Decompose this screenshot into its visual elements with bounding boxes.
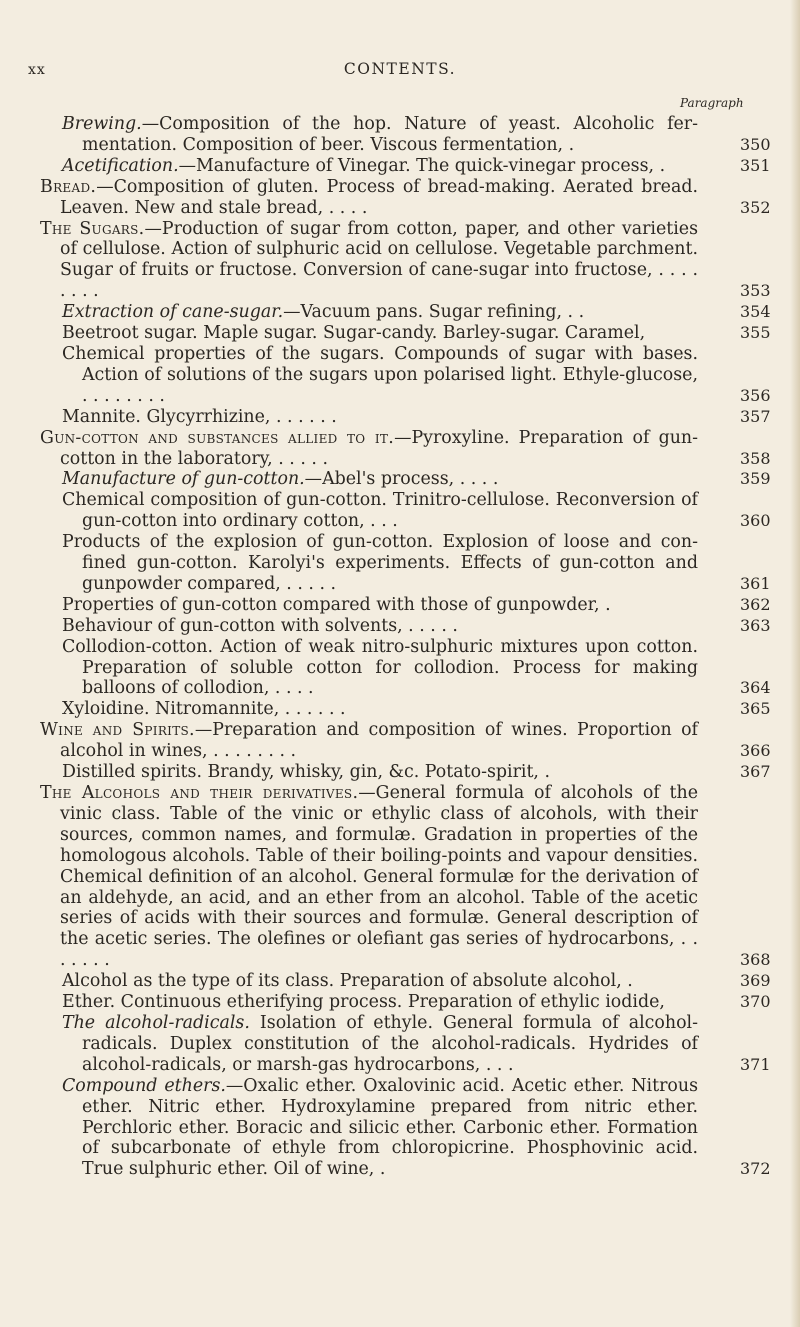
contents-entry (0, 532, 800, 595)
paragraph-number: 356 (740, 385, 771, 405)
entry-text: Behaviour of gun-cotton with solvents, (62, 615, 403, 636)
paragraph-number: 351 (740, 155, 771, 175)
entry-text: —Composition of gluten. Process of bread-making. Aerated bread. Leaven. New and stale bread, (60, 176, 698, 218)
paragraph-number: 368 (740, 950, 771, 970)
dot-leader: . . . . (269, 678, 314, 699)
dot-leader: . (621, 971, 633, 992)
entry-text: Alcohol as the type of its class. Preparation of absolute alcohol, (62, 971, 622, 992)
contents-list (0, 114, 800, 1180)
contents-entry (0, 971, 800, 992)
contents-entry (0, 323, 800, 344)
entry-heading: Gun-cotton and substances allied to it. (40, 427, 395, 448)
entry-text: —Composition of the hop. Nature of yeast. Alcoholic fermentation. Composition of beer. Viscous fermentation, (82, 114, 698, 155)
entry-text: —General formula of alcohols of the vinic class. Table of the vinic or ethylic class of alcohols, with their sources, common names, and formulæ. Gradation in properties of the homologous alcohols. Table of their boiling-points and vapour densities. Chemical definition of an alcohol. General formulæ for the derivation of an aldehyde, an acid, and an ether from an alcohol. Table of the acetic series of acids with their sources and formulæ. General description of the acetic series. The olefines or olefiant gas series of hydrocarbons, (60, 783, 698, 950)
paragraph-number: 369 (740, 971, 771, 991)
contents-entry (0, 637, 800, 700)
contents-entry (0, 114, 800, 156)
paragraph-number: 366 (740, 741, 771, 761)
dot-leader: . . . . (454, 469, 499, 490)
contents-entry (0, 699, 800, 720)
contents-entry (0, 783, 800, 971)
dot-leader: . (538, 762, 551, 783)
entry-text: Chemical composition of gun-cotton. Trinitro-cellulose. Reconversion of gun-cotton into ordinary cotton, (62, 490, 698, 532)
dot-leader: . . . . . (402, 615, 458, 636)
paragraph-number: 372 (740, 1159, 771, 1179)
entry-heading: Brewing. (62, 114, 142, 134)
entry-text: Distilled spirits. Brandy, whisky, gin, &c. Potato-spirit, (62, 762, 539, 783)
dot-leader: . (374, 1159, 386, 1180)
contents-entry (0, 490, 800, 532)
entry-text: —Vacuum pans. Sugar refining, (283, 302, 562, 323)
entry-text: —Pyroxyline. Preparation of gun-cotton in the laboratory, (60, 427, 698, 469)
paragraph-number: 359 (740, 469, 771, 489)
dot-leader: . . . (480, 1054, 514, 1075)
entry-heading: Compound ethers. (62, 1075, 226, 1096)
dot-leader: . (599, 594, 611, 615)
entry-text: —Preparation and composition of wines. Proportion of alcohol in wines, (60, 720, 698, 762)
dot-leader: . . . . . . (279, 699, 346, 720)
entry-text: Products of the explosion of gun-cotton. Explosion of loose and confined gun-cotton. Karolyi's experiments. Effects of gun-cotton and gunpowder compared, (62, 532, 698, 594)
entry-text: Chemical properties of the sugars. Compounds of sugar with bases. Action of solutions of the sugars upon polarised light. Ethyle-glucose, (62, 343, 698, 385)
contents-entry (0, 219, 800, 303)
contents-entry (0, 616, 800, 637)
entry-heading: The Sugars. (40, 218, 145, 239)
dot-leader: . (654, 155, 666, 176)
paragraph-number: 358 (740, 448, 771, 468)
dot-leader: . . . . . . . . (82, 385, 165, 406)
paragraph-number: 350 (740, 134, 771, 154)
dot-leader: . . . . . (280, 573, 337, 594)
entry-text: —Abel's process, (304, 469, 455, 490)
contents-entry (0, 1013, 800, 1076)
contents-entry (0, 407, 800, 428)
contents-entry (0, 720, 800, 762)
entry-heading: Acetification. (62, 155, 179, 176)
entry-heading: Wine and Spirits. (40, 720, 195, 741)
page-title: CONTENTS. (343, 60, 457, 78)
paragraph-number: 355 (740, 323, 771, 343)
entry-text: —Oxalic ether. Oxalovinic acid. Acetic ether. Nitrous ether. Nitric ether. Hydroxylamine prepared from nitric ether. Perchloric ether. Boracic and silicic ether. Carbonic ether. Formation of subcarbonate of ethyle from chloropicrine. Phosphovinic acid. True sulphuric ether. Oil of wine, (82, 1075, 699, 1180)
dot-leader: . . . (364, 511, 398, 532)
paragraph-number: 353 (740, 281, 771, 301)
paragraph-column-label: Paragraph (680, 96, 744, 110)
dot-leader: . . (561, 302, 585, 323)
paragraph-number: 363 (740, 615, 771, 635)
contents-entry (0, 469, 800, 490)
contents-entry (0, 156, 800, 177)
paragraph-number: 370 (740, 992, 771, 1012)
paragraph-number: 361 (740, 573, 771, 593)
contents-entry (0, 595, 800, 616)
entry-text: Beetroot sugar. Maple sugar. Sugar-candy. Barley-sugar. Caramel, (62, 323, 646, 344)
entry-text: —Manufacture of Vinegar. The quick-vinegar process, (178, 155, 655, 176)
paragraph-number: 365 (740, 699, 771, 719)
entry-heading: Extraction of cane-sugar. (62, 302, 284, 323)
paragraph-number: 352 (740, 197, 771, 217)
dot-leader: . . . . . (272, 448, 328, 469)
dot-leader: . . . . . . . . (207, 741, 297, 762)
paragraph-number: 364 (740, 678, 771, 698)
page-edge-shadow (790, 0, 800, 1327)
contents-entry (0, 177, 800, 219)
entry-text: Ether. Continuous etherifying process. Preparation of ethylic iodide, (62, 992, 665, 1013)
contents-entry (0, 302, 800, 323)
dot-leader: . (563, 134, 575, 155)
contents-entry (0, 344, 800, 407)
entry-text: Xyloidine. Nitromannite, (62, 699, 280, 720)
contents-entry (0, 992, 800, 1013)
page-folio: xx (28, 62, 46, 78)
entry-heading: Bread. (40, 176, 97, 197)
paragraph-number: 367 (740, 762, 771, 782)
entry-heading: Manufacture of gun-cotton. (62, 469, 305, 490)
entry-text: —Production of sugar from cotton, paper, and other varieties of cellulose. Action of sulphuric acid on cellulose. Vegetable parchment. Sugar of fruits or fructose. Conversion of cane-sugar into fructose, (60, 218, 699, 281)
entry-text: Mannite. Glycyrrhizine, (62, 406, 271, 427)
paragraph-number: 357 (740, 406, 771, 426)
contents-entry (0, 1076, 800, 1181)
contents-entry (0, 762, 800, 783)
entry-text: Isolation of ethyle. General formula of alcohol-radicals. Duplex constitution of the alcohol-radicals. Hydrides of alcohol-radicals, or marsh-gas hydrocarbons, (82, 1012, 698, 1075)
contents-entry (0, 428, 800, 470)
paragraph-number: 371 (740, 1054, 771, 1074)
dot-leader: . . . . . . (270, 406, 337, 427)
paragraph-number: 360 (740, 511, 771, 531)
entry-heading: The alcohol-radicals. (62, 1012, 250, 1033)
dot-leader: . . . . . . . . (60, 260, 698, 302)
dot-leader: . . . . . . . (60, 929, 698, 971)
entry-text: Properties of gun-cotton compared with those of gunpowder, (62, 594, 600, 615)
entry-heading: The Alcohols and their derivatives. (40, 783, 359, 803)
entry-text: Collodion-cotton. Action of weak nitro-sulphuric mixtures upon cotton. Preparation of soluble cotton for collodion. Process for making balloons of collodion, (62, 636, 698, 699)
dot-leader: . . . . (323, 197, 368, 218)
paragraph-number: 354 (740, 302, 771, 322)
paragraph-number: 362 (740, 594, 771, 614)
